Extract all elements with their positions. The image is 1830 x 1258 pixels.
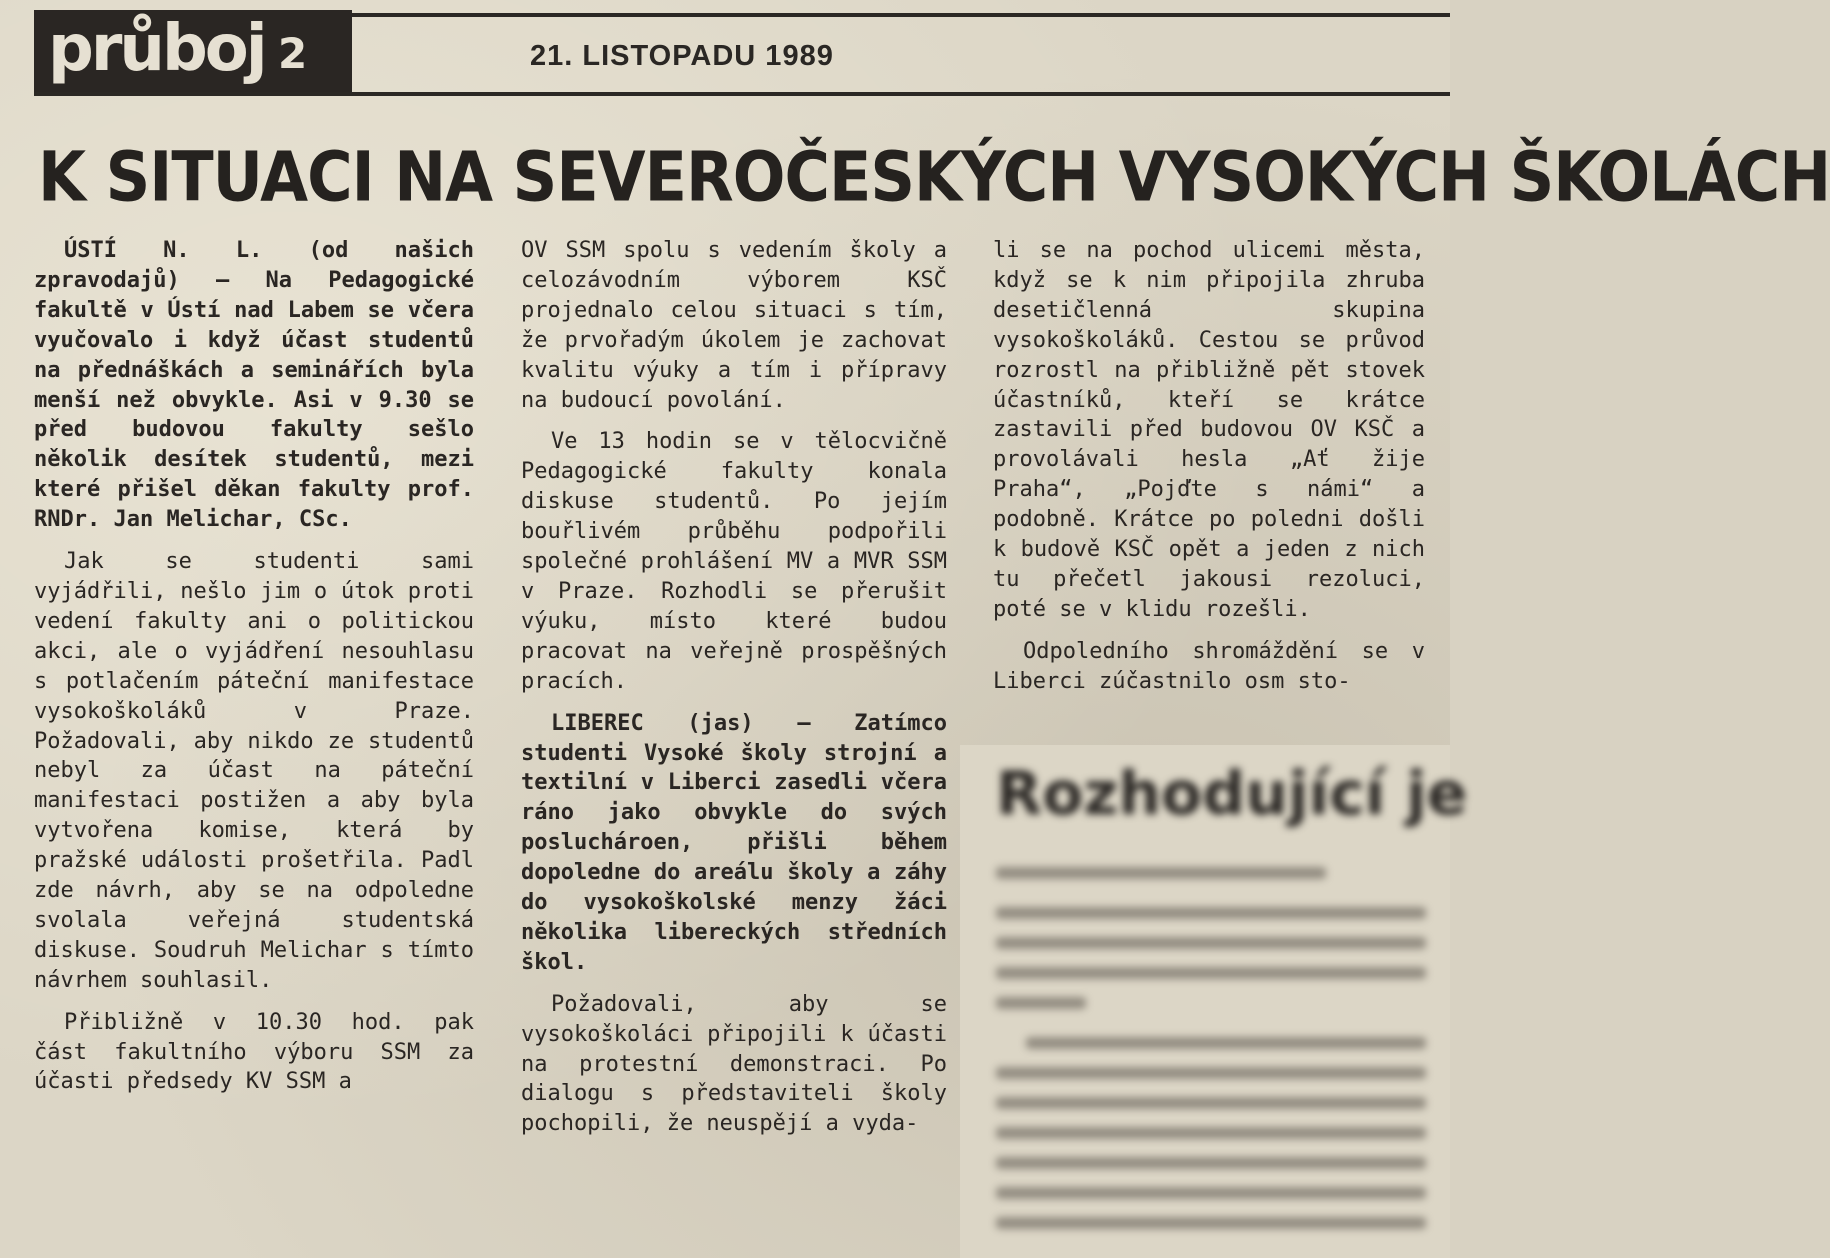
blurred-text-line <box>1026 1037 1426 1049</box>
article-paragraph: Odpoledního shromáždění se v Liberci zúčastnilo osm sto- <box>993 638 1425 694</box>
blurred-content <box>960 745 1468 1258</box>
article-paragraph: LIBEREC (jas) — Zatímco studenti Vysoké školy strojní a textilní v Liberci zasedli včera ráno jako obvykle do svých posluchároen, přišli během dopoledne do areálu školy a záhy do vysokoškolské menzy žáci několika libereckých středních škol. <box>521 710 947 975</box>
masthead-top-rule <box>352 13 1450 17</box>
article-paragraph: OV SSM spolu s vedením školy a celozávodním výborem KSČ projednalo celou situaci s tím, že prvořadým úkolem je zachovat kvalitu výuky a tím i přípravy na budoucí povolání. <box>521 238 947 413</box>
masthead-bottom-rule <box>34 92 1450 96</box>
blurred-text-line <box>996 1157 1426 1169</box>
blurred-text-line <box>996 1217 1426 1229</box>
article-paragraph: Ve 13 hodin se v tělocvičně Pedagogické fakulty konala diskuse studentů. Po jejím bouřlivém průběhu podpořili společné prohlášení MV a MVR SSM v Praze. Rozhodli se přerušit výuku, místo které budou pracovat na veřejně prospěšných pracích. <box>521 429 947 694</box>
article-paragraph: li se na pochod ulicemi města, když se k nim připojila zhruba desetičlenná skupina vysokoškoláků. Cestou se průvod rozrostl na přibližně pět stovek účastníků, kteří se krátce zastavili před budovou OV KSČ a provolávali hesla „Ať žije Praha“, „Pojďte s námi“ a podobně. Krátce po poledni došli k budově KSČ opět a jeden z nich tu přečetl jakousi rezoluci, poté se v klidu rozešli. <box>993 238 1425 622</box>
masthead-logo-box <box>34 10 352 96</box>
article-headline: K SITUACI NA SEVEROČESKÝCH VYSOKÝCH ŠKOLÁCH <box>38 136 1830 218</box>
blurred-text-line <box>996 907 1426 919</box>
blurred-text-line <box>996 867 1326 879</box>
issue-date: 21. LISTOPADU 1989 <box>530 40 834 72</box>
article-paragraph: ÚSTÍ N. L. (od našich zpravodajů) — Na Pedagogické fakultě v Ústí nad Labem se včera vyučovalo i když účast studentů na přednáškách a seminářích byla menší než obvykle. Asi v 9.30 se před budovou fakulty sešlo několik desítek studentů, mezi které přišel děkan fakulty prof. RNDr. Jan Melichar, CSc. <box>34 238 474 533</box>
next-article-headline: Rozhodující je <box>996 759 1468 829</box>
blurred-text-line <box>996 937 1426 949</box>
blurred-text-line <box>996 1097 1426 1109</box>
article-paragraph: Požadovali, aby se vysokoškoláci připojili k účasti na protestní demonstraci. Po dialogu s představiteli školy pochopili, že neuspějí a vyda- <box>521 991 947 1137</box>
newspaper-logo: průboj <box>48 12 265 86</box>
article-paragraph: Přibližně v 10.30 hod. pak část fakultního výboru SSM za účasti předsedy KV SSM a <box>34 1009 474 1095</box>
article-column-2 <box>521 236 947 1151</box>
blurred-text-line <box>996 1187 1426 1199</box>
article-column-1 <box>34 236 474 1109</box>
page-number: 2 <box>278 29 308 78</box>
article-paragraph: Jak se studenti sami vyjádřili, nešlo jim o útok proti vedení fakulty ani o politickou akci, ale o vyjádření nesouhlasu s potlačením páteční manifestace vysokoškoláků v Praze. Požadovali, aby nikdo ze studentů nebyl za účast na páteční manifestaci postižen a aby byla vytvořena komise, která by pražské události prošetřila. Padl zde návrh, aby se na odpoledne svolala veřejná studentská diskuse. Soudruh Melichar s tímto návrhem souhlasil. <box>34 549 474 993</box>
blurred-text-line <box>996 1067 1426 1079</box>
blurred-next-article <box>960 745 1468 1258</box>
article-column-3 <box>993 236 1425 709</box>
blurred-text-line <box>996 997 1086 1009</box>
blurred-text-line <box>996 967 1426 979</box>
blurred-text-line <box>996 1127 1426 1139</box>
